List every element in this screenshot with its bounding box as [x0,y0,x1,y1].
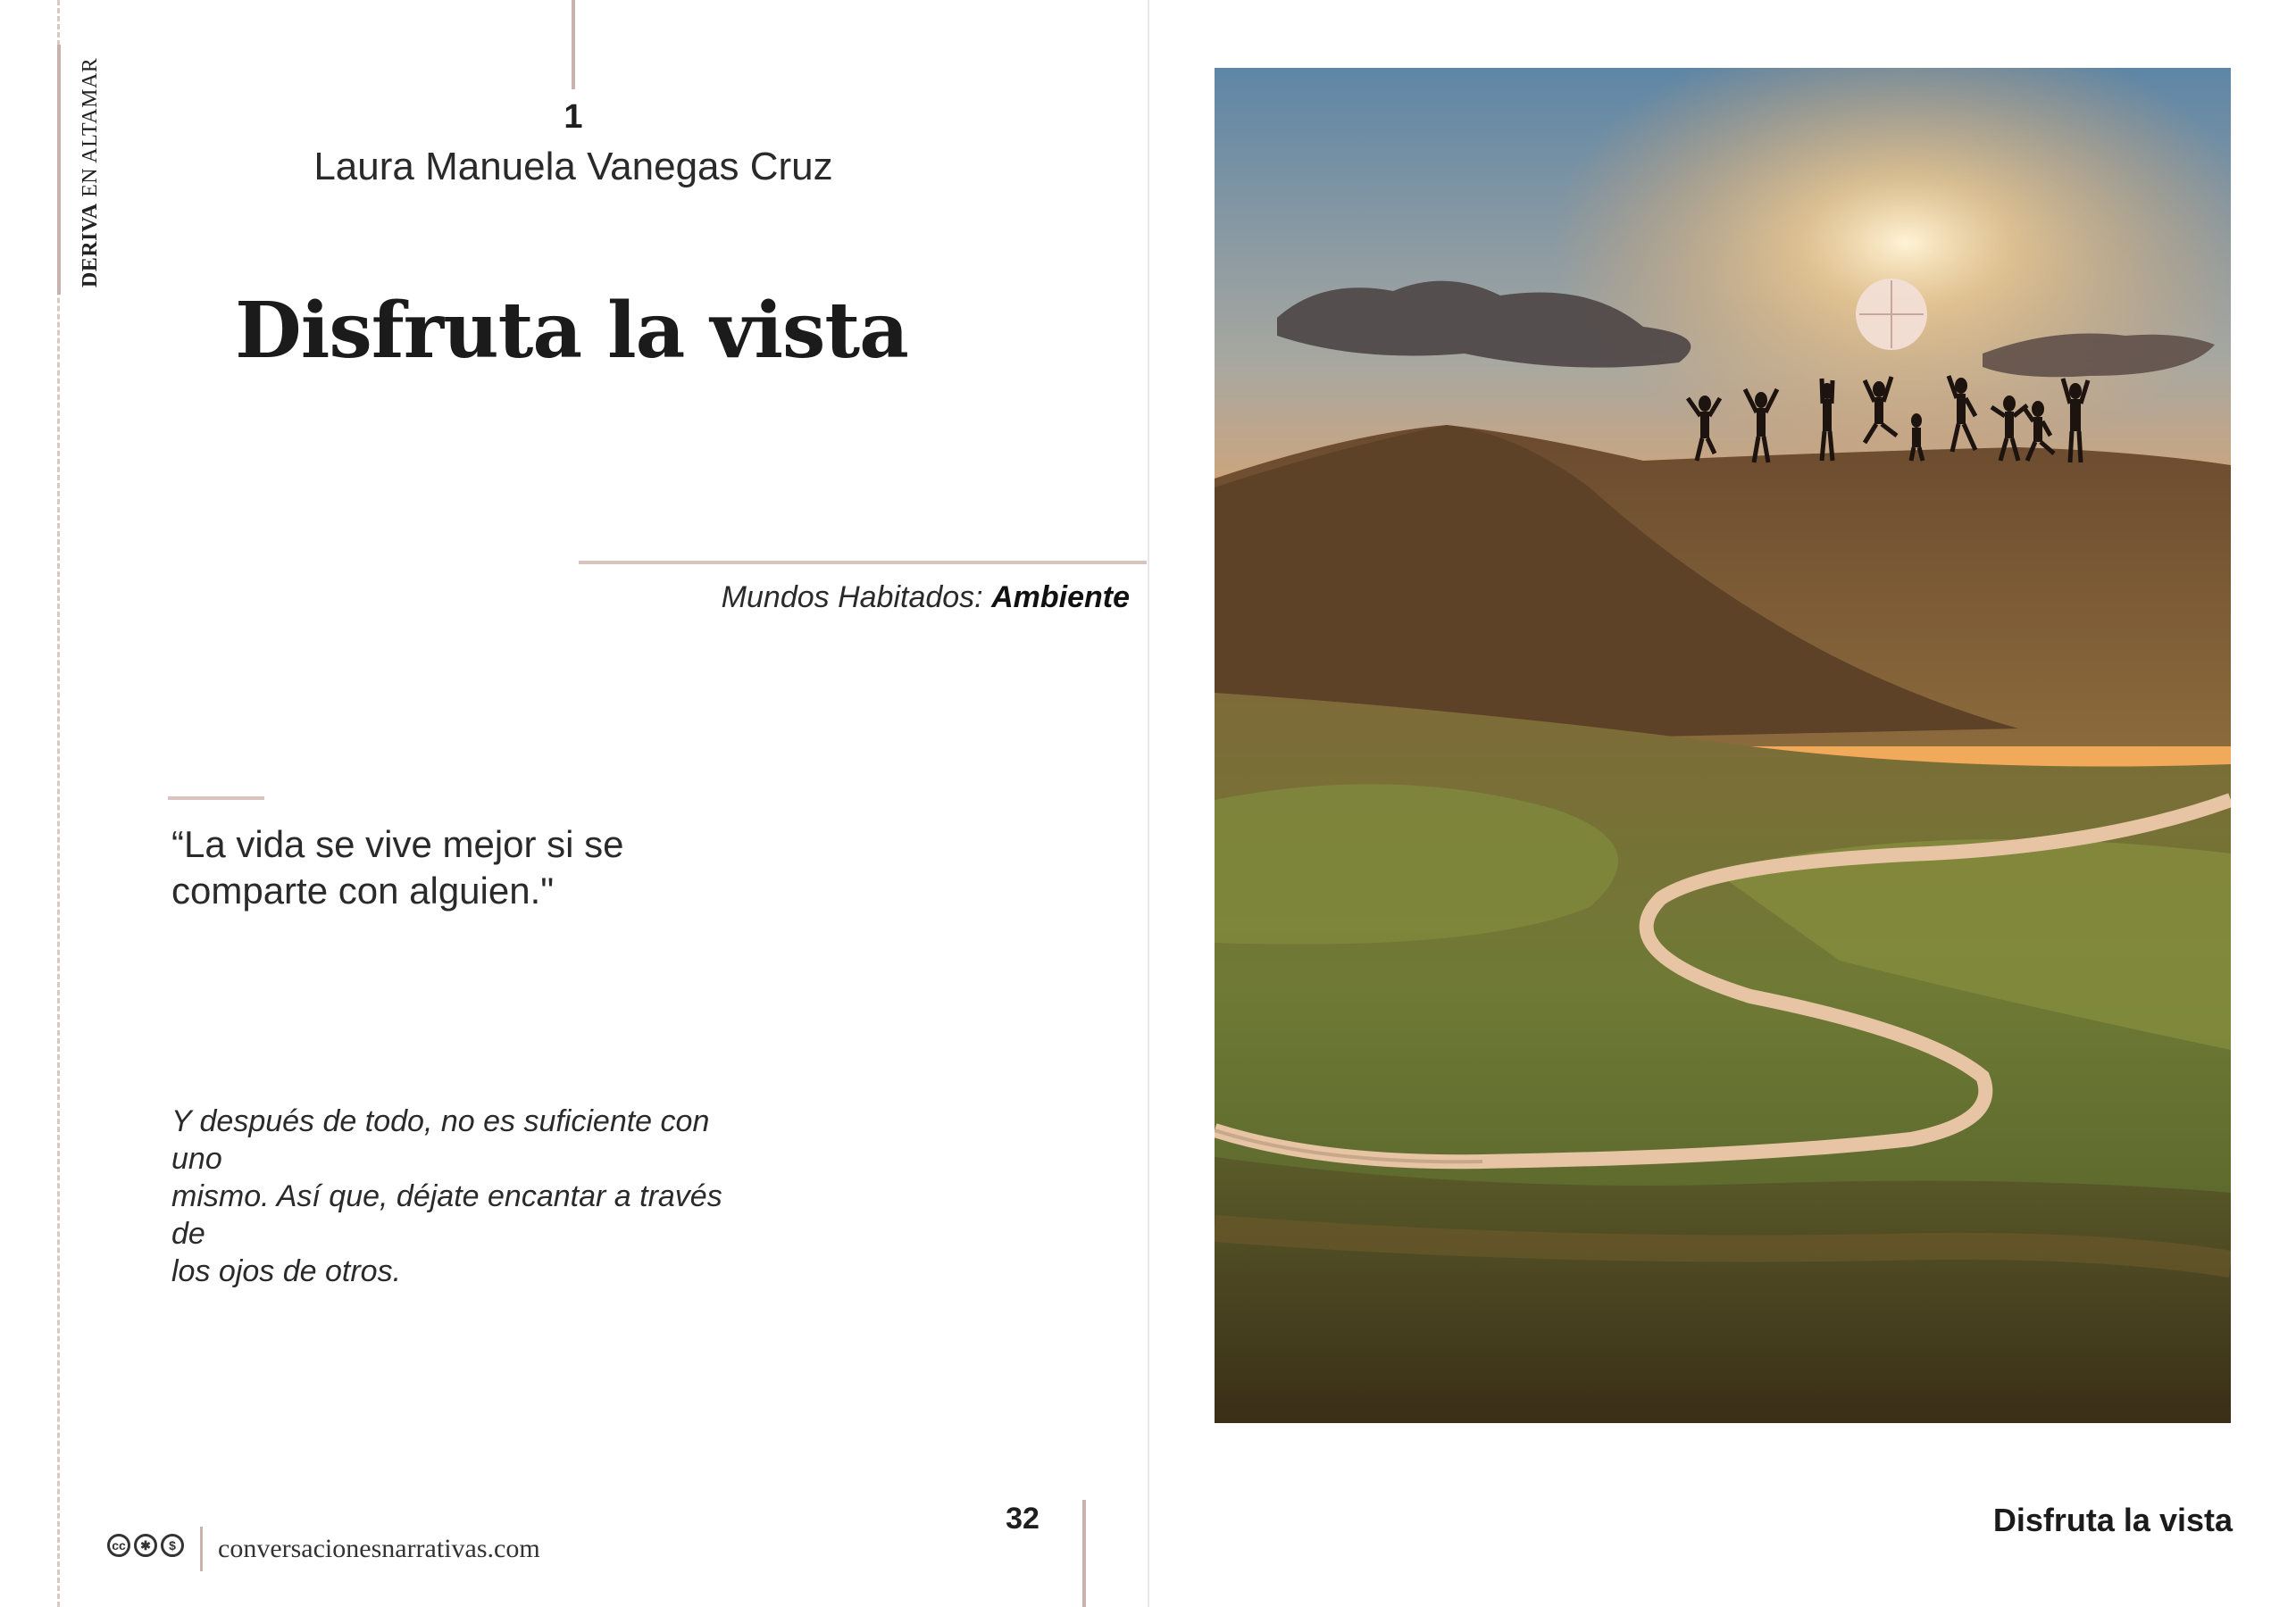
pull-quote-line: “La vida se vive mejor si se [171,823,624,865]
website-link[interactable]: conversacionesnarrativas.com [218,1534,540,1563]
spine-label [57,54,129,295]
intro-line: mismo. Así que, déjate encantar a través de [171,1179,722,1251]
quote-divider [168,796,264,800]
landscape-photo [1215,68,2231,1423]
pull-quote [171,821,761,914]
intro-line: Y después de todo, no es suficiente con uno [171,1104,710,1176]
pull-quote-line: comparte con alguien." [171,870,555,912]
article-title: Disfruta la vista [235,286,908,376]
page-gutter [1148,0,1149,1607]
chapter-number: 1 [564,98,583,136]
running-footer-title: Disfruta la vista [1992,1502,2233,1538]
section-divider [579,561,1147,564]
intro-line: los ojos de otros. [171,1254,402,1288]
header-tick [572,0,575,89]
section-prefix: Mundos Habitados: [721,580,992,614]
license-badge[interactable] [107,1534,184,1564]
cc-icon: cc [107,1534,130,1557]
by-icon: ✱ [134,1534,157,1557]
page-number-tick [1082,1500,1086,1607]
footer-separator [200,1527,203,1571]
intro-paragraph [171,1103,761,1290]
spine-label-bold: DERIVA [79,203,102,287]
page-number: 32 [1006,1502,1039,1536]
nc-icon: $ [161,1534,184,1557]
section-label [625,580,1130,615]
author-name: Laura Manuela Vanegas Cruz [313,145,833,188]
spine-label-regular: EN ALTAMAR [79,57,102,204]
section-name: Ambiente [991,580,1130,614]
